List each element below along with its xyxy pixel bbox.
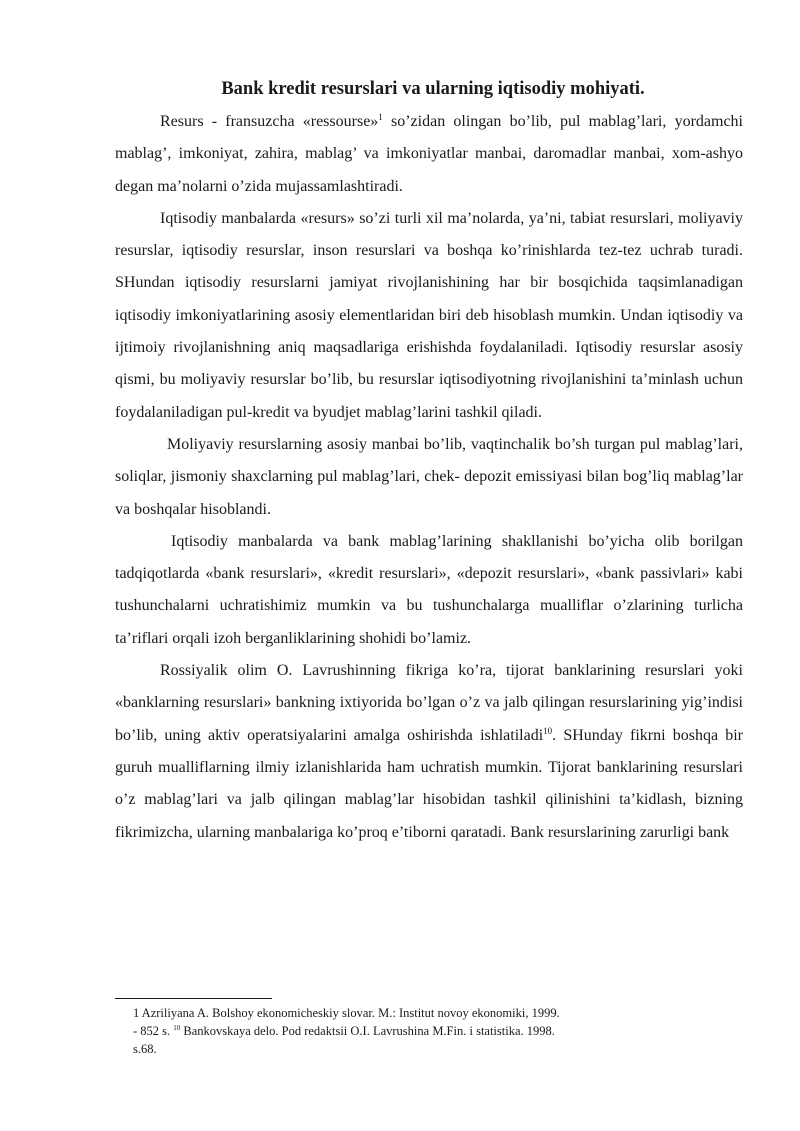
paragraph-text: so’zidan olingan bo’lib, pul mablag’lari, yordamchi mablag’, imkoniyat, zahira, mablag’ va imkoniyatlar manbai, daromadlar manbai, xom-ashyo degan ma’nolarni o’zida mujassamlashtiradi. bbox=[115, 113, 743, 195]
footnote-text-10: Bankovskaya delo. Pod redaktsii O.I. Lavrushina M.Fin. i statistika. 1998. s.68. bbox=[133, 1024, 555, 1056]
footnote-ref-10[interactable]: 10 bbox=[543, 725, 553, 736]
paragraph-lavrushin-opinion bbox=[115, 655, 743, 849]
footnote-separator bbox=[115, 998, 272, 999]
footnote-text-1: 1 Azriliyana A. Bolshoy ekonomicheskiy slovar. M.: Institut novoy ekonomiki, 1999. - 852 s. bbox=[133, 1006, 560, 1038]
paragraph-financial-resources: Moliyaviy resurslarning asosiy manbai bo’lib, vaqtinchalik bo’sh turgan pul mablag’lari, soliqlar, jismoniy shaxclarning pul mablag’lari, chek- depozit emissiyasi bilan bog’liq mablag’lar va boshqalar hisoblandi. bbox=[115, 435, 743, 518]
paragraph-text: Rossiyalik olim O. Lavrushinning fikriga ko’ra, tijorat banklarining resurslari yoki «banklarning resurslari» bankning ixtiyorida bo’lgan o’z va jalb qilingan resurslarining yig’indisi bo’lib, uning aktiv operatsiyalarini amalga oshirishda ishlatiladi bbox=[115, 662, 743, 744]
paragraph-text: Resurs - fransuzcha «ressourse» bbox=[160, 113, 379, 130]
paragraph-text: . SHunday fikrni boshqa bir guruh mualliflarning ilmiy izlanishlarida ham uchratish mumkin. Tijorat banklarining resurslari o’z mablag’lari va jalb qilingan mablag’lar hisobidan tashkil qilinishini ta’kidlash, bizning fikrimizcha, ularning manbalariga ko’proq e’tiborni qaratadi. Bank resurslarining zarurligi bank bbox=[115, 726, 743, 841]
document-title: Bank kredit resurslari va ularning iqtisodiy mohiyati. bbox=[221, 79, 645, 99]
paragraph-resurs-definition bbox=[115, 106, 743, 203]
paragraph-economic-resources: Iqtisodiy manbalarda «resurs» so’zi turli xil ma’nolarda, ya’ni, tabiat resurslari, moliyaviy resurslar, iqtisodiy resurslar, inson resurslari va boshqa ko’rinishlarda tez-tez uchrab turadi. SHundan iqtisodiy resurslarni jamiyat rivojlanishining har bir bosqichida taqsimlanadigan iqtisodiy imkoniyatlarining asosiy elementlaridan biri deb hisoblash mumkin. Undan iqtisodiy va ijtimoiy rivojlanishning aniq maqsadlariga erishishda foydalaniladi. Iqtisodiy resurslar asosiy qismi, bu moliyaviy resurslar bo’lib, bu resurslar iqtisodiyotning rivojlanishini ta’minlash uchun foydalaniladigan pul-kredit va byudjet mablag’larini tashkil qiladi. bbox=[115, 209, 743, 421]
footnote-marker-10: 10 bbox=[173, 1024, 181, 1032]
footnote-ref-1[interactable]: 1 bbox=[378, 112, 383, 122]
footnote bbox=[133, 1004, 563, 1058]
paragraph-bank-resources-terms: Iqtisodiy manbalarda va bank mablag’larining shakllanishi bo’yicha olib borilgan tadqiqotlarda «bank resurslari», «kredit resurslari», «depozit resurslari», «bank passivlari» kabi tushunchalarni uchratishimiz mumkin va bu tushunchalarga mualliflar o’zlarining turlicha ta’riflari orqali izoh berganliklarining shohidi bo’lamiz. bbox=[115, 532, 743, 647]
